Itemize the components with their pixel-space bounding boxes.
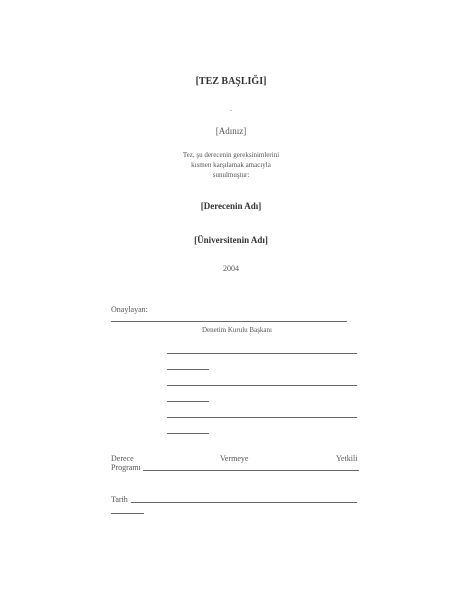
degree-label: Derece	[111, 454, 134, 463]
signature-line	[167, 417, 357, 418]
spacer-dot: .	[230, 104, 232, 113]
program-line	[143, 470, 359, 471]
author-name: [Adınız]	[215, 126, 247, 136]
signature-line	[167, 353, 357, 354]
date-line	[167, 433, 209, 434]
program-label: Programı	[111, 463, 141, 472]
degree-name: [Derecenin Adı]	[200, 201, 262, 211]
signature-line	[111, 321, 347, 322]
purpose-line: kısmen karşılamak amacıyla	[191, 161, 271, 169]
purpose-line: sunulmuştur:	[212, 171, 250, 179]
date-signature-line	[131, 502, 357, 503]
university-name: [Üniversitenin Adı]	[194, 235, 268, 245]
year: 2004	[223, 264, 239, 273]
chair-label: Denetim Kurulu Başkanı	[202, 326, 272, 334]
date-line	[167, 401, 209, 402]
thesis-title: [TEZ BAŞLIĞI]	[195, 76, 267, 87]
date-short-line	[111, 513, 144, 514]
purpose-statement	[0, 150, 462, 180]
date-line	[167, 369, 209, 370]
date-label: Tarih	[111, 495, 128, 504]
grant-label: Vermeye	[220, 454, 249, 463]
signature-line	[167, 385, 357, 386]
purpose-line: Tez, şu derecenin gereksinimlerini	[182, 151, 280, 159]
approval-label: Onaylayan:	[111, 305, 148, 314]
authorized-label: Yetkili	[336, 454, 358, 463]
